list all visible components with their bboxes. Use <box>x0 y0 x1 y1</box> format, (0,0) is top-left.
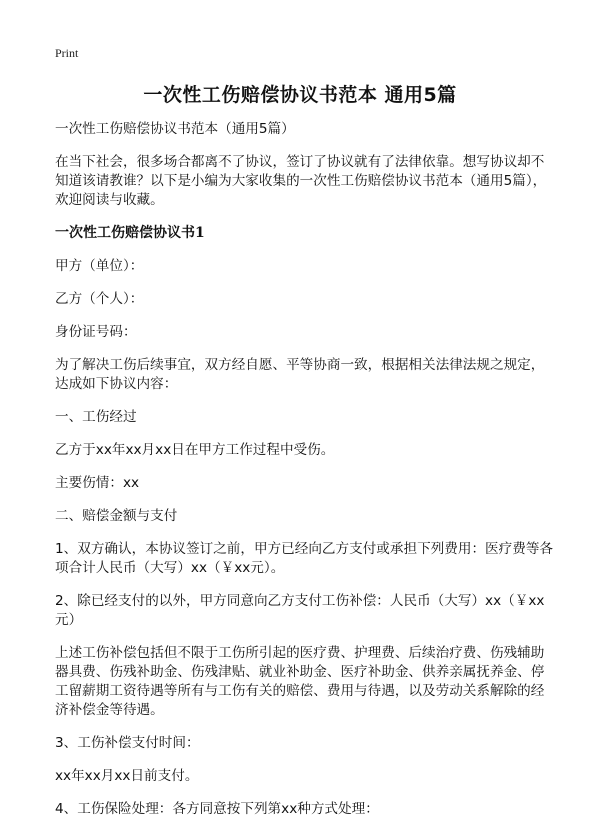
payment-deadline-line: xx年xx月xx日前支付。 <box>55 768 199 784</box>
compensation-item-2: 2、除已经支付的以外，甲方同意向乙方支付工伤补偿：人民币（大写）xx（￥xx元） <box>55 593 545 628</box>
print-link[interactable]: Print <box>55 46 79 60</box>
compensation-scope-paragraph: 上述工伤补偿包括但不限于工伤所引起的医疗费、护理费、后续治疗费、伤残辅助器具费、伤残补助金、伤残津贴、就业补助金、医疗补助金、供养亲属抚养金、停工留薪期工资待遇等所有与工伤有关的赔偿、费用与待遇，以及劳动关系解除的经济补偿金等待遇。 <box>55 645 545 718</box>
compensation-item-3: 3、工伤补偿支付时间： <box>55 735 200 751</box>
clause-heading-compensation: 二、赔偿金额与支付 <box>55 508 178 524</box>
document-title: 一次性工伤赔偿协议书范本 通用5篇 <box>143 84 457 106</box>
subtitle-paragraph: 一次性工伤赔偿协议书范本（通用5篇） <box>55 121 295 137</box>
clause-heading-injury: 一、工伤经过 <box>55 409 137 425</box>
id-number-line: 身份证号码： <box>55 324 137 340</box>
section-heading: 一次性工伤赔偿协议书1 <box>55 225 205 241</box>
injury-date-line: 乙方于xx年xx月xx日在甲方工作过程中受伤。 <box>55 442 335 458</box>
compensation-item-1: 1、双方确认，本协议签订之前，甲方已经向乙方支付或承担下列费用：医疗费等各项合计人民币（大写）xx（￥xx元）。 <box>55 541 554 576</box>
party-a-line: 甲方（单位）： <box>55 258 144 274</box>
party-b-line: 乙方（个人）： <box>55 291 144 307</box>
compensation-item-4: 4、工伤保险处理：各方同意按下列第xx种方式处理： <box>55 801 379 817</box>
injury-detail-line: 主要伤情：xx <box>55 475 140 491</box>
agreement-purpose-paragraph: 为了解决工伤后续事宜，双方经自愿、平等协商一致，根据相关法律法规之规定，达成如下协议内容： <box>55 357 545 392</box>
document-body <box>55 120 555 833</box>
intro-paragraph: 在当下社会，很多场合都离不了协议，签订了协议就有了法律依靠。想写协议却不知道该请教谁？以下是小编为大家收集的一次性工伤赔偿协议书范本（通用5篇），欢迎阅读与收藏。 <box>55 154 547 208</box>
